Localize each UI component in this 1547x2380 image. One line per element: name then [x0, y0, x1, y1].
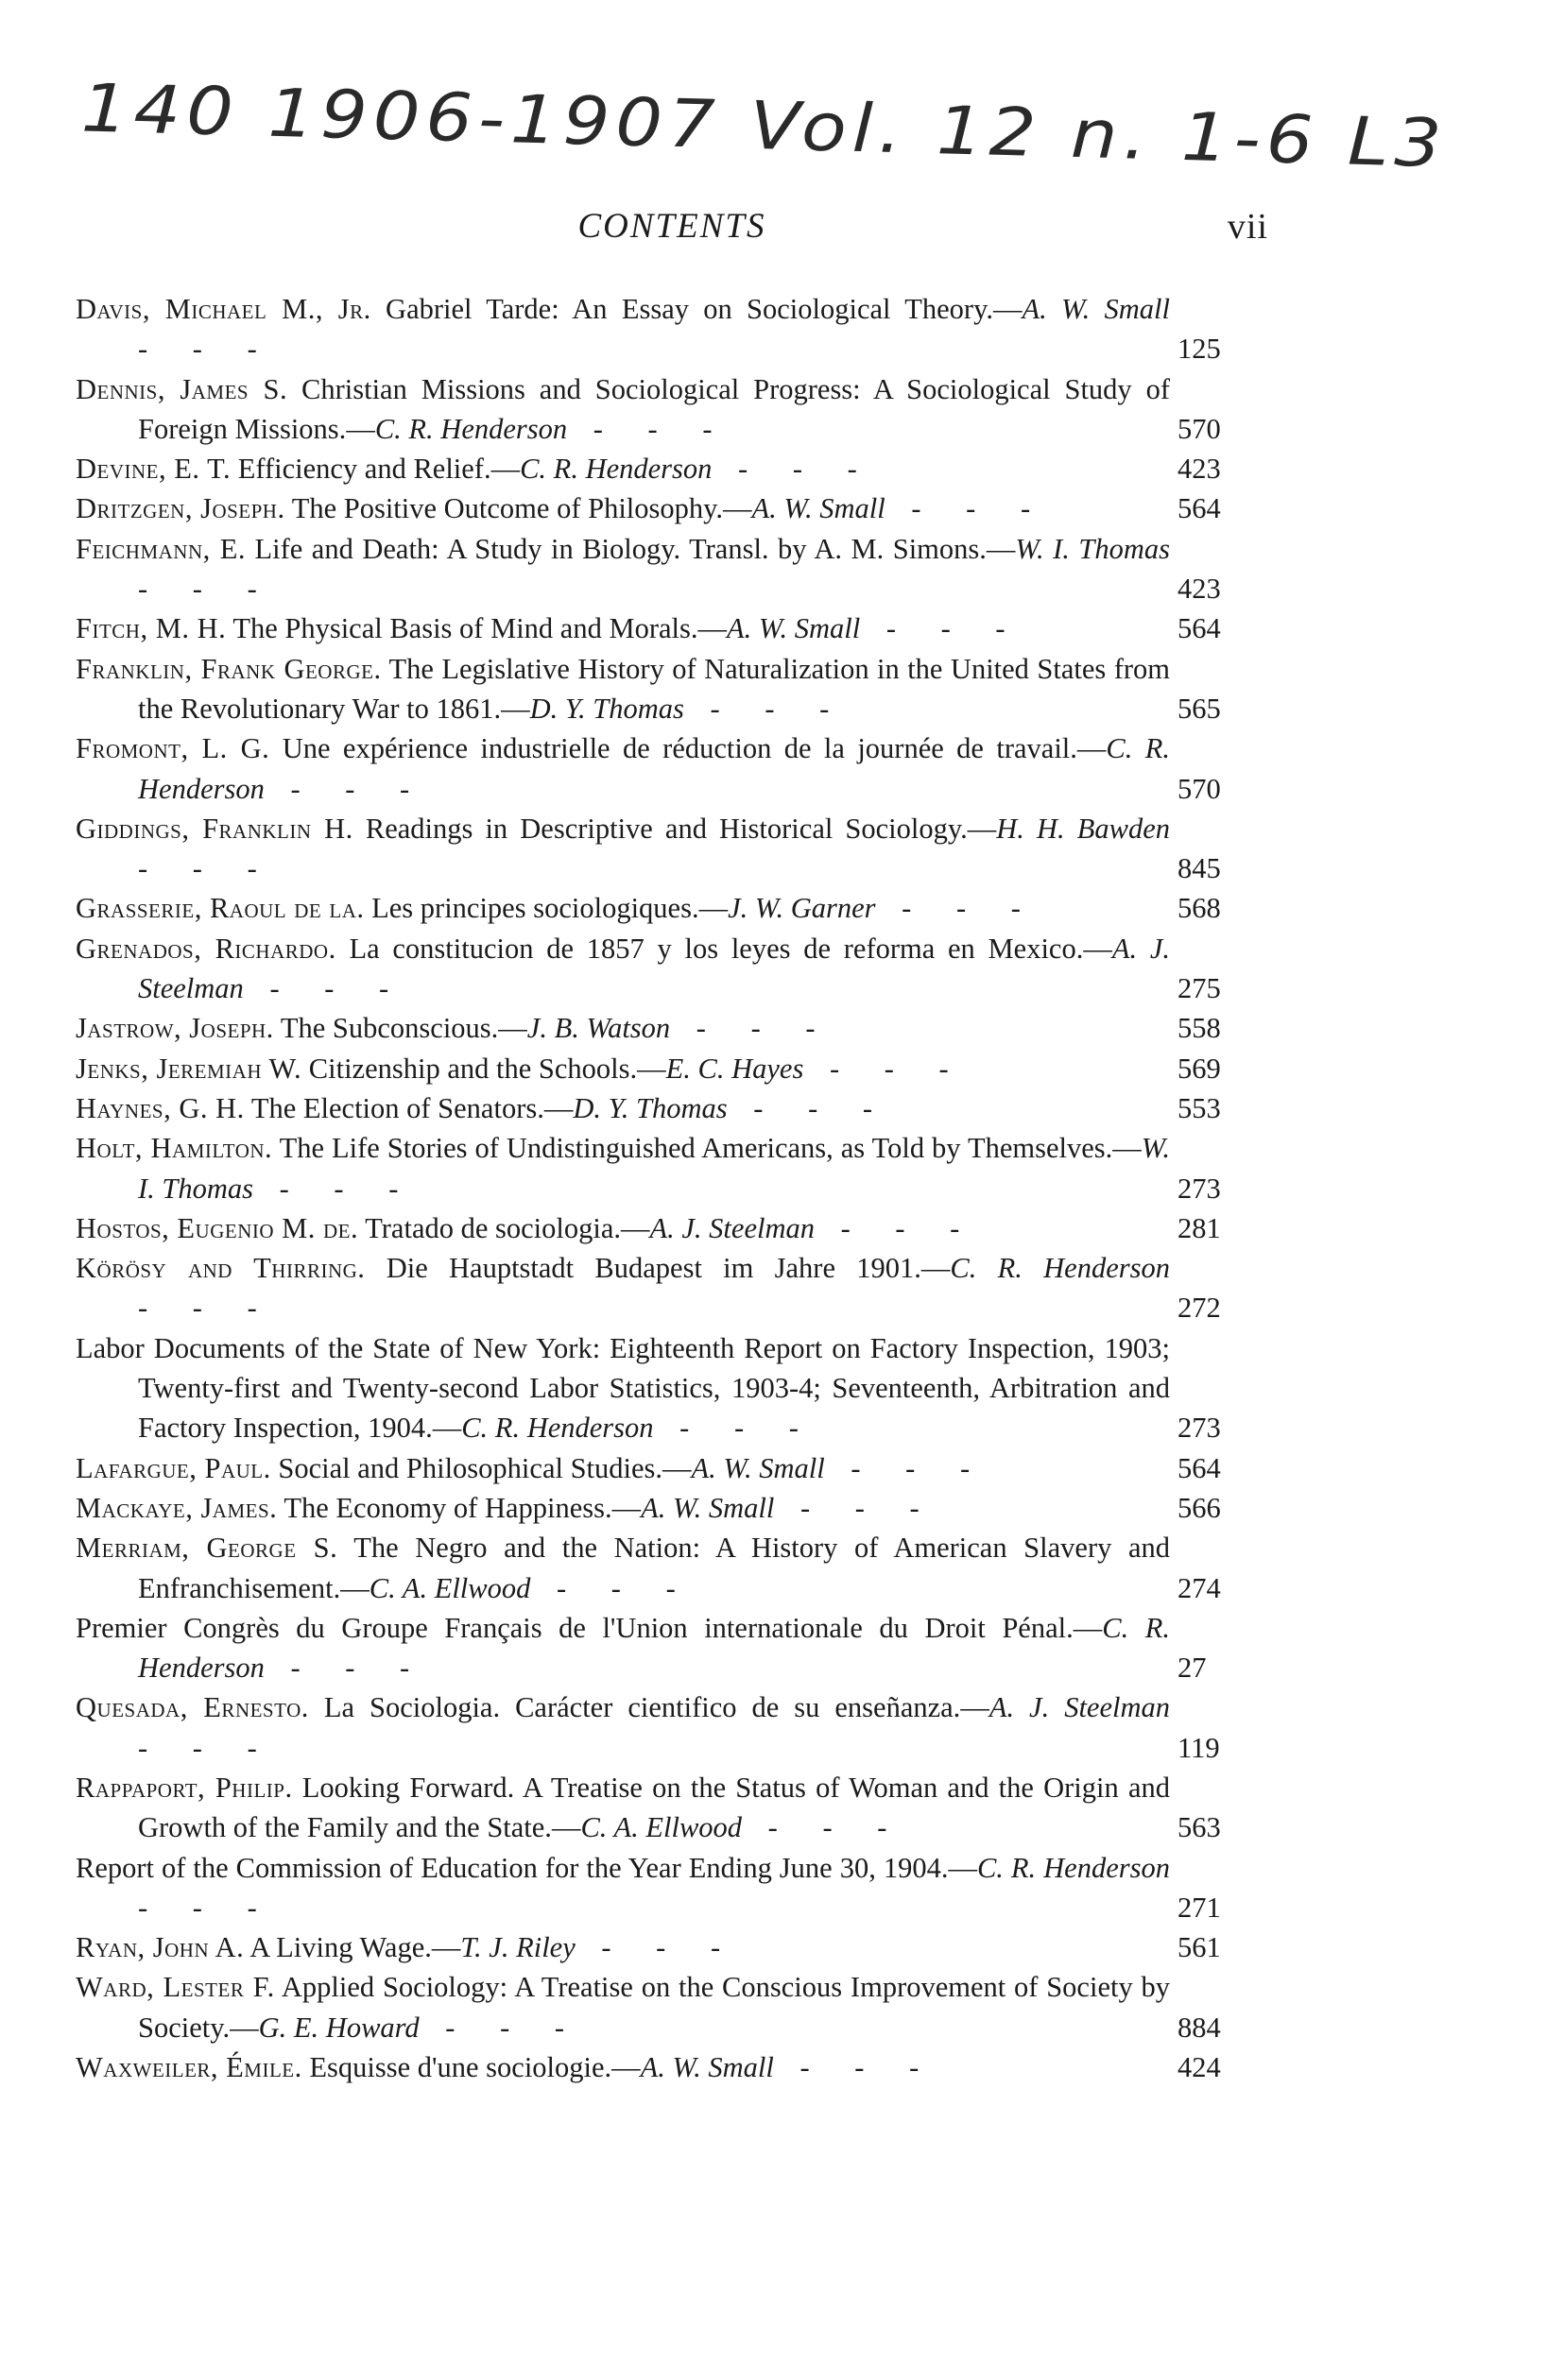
entry-author: Giddings, Franklin H.	[76, 812, 353, 845]
contents-entry: Jenks, Jeremiah W. Citizenship and the Schools.—E. C. Hayes - - - 569	[76, 1049, 1268, 1088]
dot-leader: - - -	[774, 1491, 938, 1524]
entry-author: Körösy and Thirring.	[76, 1252, 366, 1285]
entry-title: The Economy of Happiness.	[284, 1491, 612, 1524]
dot-leader: - - -	[885, 492, 1050, 525]
dot-leader: - - -	[670, 1012, 834, 1045]
entry-page-number: 570	[1177, 412, 1221, 445]
dot-leader: - - -	[803, 1052, 968, 1085]
contents-entry: Dritzgen, Joseph. The Positive Outcome of Philosophy.—A. W. Small - - - 564	[76, 488, 1268, 528]
dot-leader: - - -	[567, 412, 731, 445]
entry-reviewer: C. A. Ellwood	[580, 1811, 743, 1844]
entry-author: Dritzgen, Joseph.	[76, 492, 285, 525]
dot-leader: - - -	[773, 2051, 938, 2084]
entry-title: Les principes sociologiques.	[371, 892, 699, 925]
entry-page-number: 566	[1177, 1491, 1221, 1524]
entry-page-number: 274	[1177, 1571, 1221, 1604]
dot-leader: - - -	[264, 772, 429, 805]
dot-leader: - - -	[530, 1571, 695, 1604]
entry-author: Merriam, George S.	[76, 1532, 338, 1565]
entry-page-number: 27	[1177, 1652, 1207, 1685]
entry-title: A Living Wage.	[249, 1931, 432, 1964]
entry-reviewer: H. H. Bawden	[996, 812, 1170, 845]
entry-page-number: 569	[1177, 1052, 1221, 1085]
entry-reviewer: A. W. Small	[727, 612, 861, 645]
entry-reviewer: A. W. Small	[640, 2051, 774, 2084]
entry-title: Die Hauptstadt Budapest im Jahre 1901.	[386, 1252, 921, 1285]
dot-leader: - - -	[419, 2011, 584, 2044]
dot-leader: - - -	[138, 573, 276, 606]
entry-reviewer: C. R. Henderson	[138, 732, 1171, 805]
entry-author: Waxweiler, Émile.	[76, 2051, 302, 2084]
entry-author: Jenks, Jeremiah W.	[76, 1052, 302, 1085]
entry-reviewer: A. W. Small	[691, 1451, 825, 1484]
entry-page-number: 565	[1177, 692, 1221, 725]
running-header	[76, 200, 1268, 257]
contents-entry: Waxweiler, Émile. Esquisse d'une sociologie.—A. W. Small - - - 424	[76, 2047, 1268, 2087]
entry-reviewer: C. A. Ellwood	[369, 1571, 531, 1604]
entry-author: Fitch, M. H.	[76, 612, 227, 645]
contents-entry: Giddings, Franklin H. Readings in Descriptive and Historical Sociology.—H. H. Bawden - - - 845	[76, 809, 1268, 889]
entry-title: Gabriel Tarde: An Essay on Sociological Theory.	[386, 293, 993, 325]
page-number: vii	[1227, 207, 1268, 247]
entry-reviewer: J. W. Garner	[728, 892, 876, 925]
entry-author: Jastrow, Joseph.	[76, 1012, 274, 1045]
handwritten-annotation-text: 140 1906-1907 Vol. 12 n. 1-6 L3	[79, 70, 1449, 183]
entry-reviewer: G. E. Howard	[258, 2011, 420, 2044]
entry-title: The Life Stories of Undistinguished Americans, as Told by Themselves.	[279, 1132, 1113, 1165]
entry-title: Citizenship and the Schools.	[308, 1052, 638, 1085]
entry-title: Tratado de sociologia.	[365, 1211, 622, 1244]
entry-page-number: 561	[1177, 1931, 1221, 1964]
entry-page-number: 570	[1177, 772, 1221, 805]
contents-entry: Merriam, George S. The Negro and the Nation: A History of American Slavery and Enfranchisement.—C. A. Ellwood - - - 274	[76, 1528, 1268, 1608]
entry-title: The Positive Outcome of Philosophy.	[291, 492, 724, 525]
entry-page-number: 271	[1177, 1891, 1221, 1924]
entry-author: Haynes, G. H.	[76, 1091, 245, 1124]
entry-author: Mackaye, James.	[76, 1491, 278, 1524]
entry-page-number: 423	[1177, 573, 1221, 606]
entry-page-number: 273	[1177, 1172, 1221, 1205]
entry-reviewer: A. W. Small	[751, 492, 885, 525]
entry-author: Grasserie, Raoul de la.	[76, 892, 365, 925]
entry-title: Christian Missions and Sociological Progress: A Sociological Study of Foreign Missions.	[138, 372, 1170, 445]
entry-reviewer: A. J. Steelman	[649, 1211, 815, 1244]
entry-author: Lafargue, Paul.	[76, 1451, 271, 1484]
entry-title: Life and Death: A Study in Biology. Transl. by A. M. Simons.	[254, 532, 987, 565]
entry-page-number: 423	[1177, 453, 1221, 486]
contents-entry: Report of the Commission of Education for the Year Ending June 30, 1904.—C. R. Henderson - - - 271	[76, 1848, 1268, 1928]
dot-leader: - - -	[138, 1891, 276, 1924]
dot-leader: - - -	[814, 1211, 979, 1244]
dot-leader: - - -	[575, 1931, 740, 1964]
contents-entry: Lafargue, Paul. Social and Philosophical Studies.—A. W. Small - - - 564	[76, 1448, 1268, 1488]
dot-leader: - - -	[860, 612, 1024, 645]
contents-entry: Quesada, Ernesto. La Sociologia. Carácter cientifico de su enseñanza.—A. J. Steelman - - - 119	[76, 1687, 1268, 1768]
dot-leader: - - -	[264, 1652, 429, 1685]
entry-title: The Election of Senators.	[250, 1091, 544, 1124]
entry-title: The Physical Basis of Mind and Morals.	[232, 612, 698, 645]
entry-author: Feichmann, E.	[76, 532, 247, 565]
entry-author: Franklin, Frank George.	[76, 652, 382, 685]
entry-reviewer: A. J. Steelman	[138, 932, 1171, 1005]
entry-title: The Subconscious.	[280, 1012, 499, 1045]
contents-entry: Devine, E. T. Efficiency and Relief.—C. R. Henderson - - - 423	[76, 449, 1268, 488]
entry-reviewer: C. R. Henderson	[374, 412, 568, 445]
dot-leader: - - -	[138, 852, 276, 885]
entry-author: Davis, Michael M., Jr.	[76, 293, 371, 325]
entry-page-number: 845	[1177, 852, 1221, 885]
contents-entry: Grenados, Richardo. La constitucion de 1857 y los leyes de reforma en Mexico.—A. J. Steelman - - - 275	[76, 929, 1268, 1009]
dot-leader: - - -	[712, 453, 876, 486]
entry-page-number: 564	[1177, 1451, 1221, 1484]
entry-reviewer: W. I. Thomas	[138, 1132, 1170, 1205]
contents-entry: Fromont, L. G. Une expérience industrielle de réduction de la journée de travail.—C. R. Henderson - - - 570	[76, 728, 1268, 809]
entry-reviewer: E. C. Hayes	[665, 1052, 804, 1085]
entry-author: Dennis, James S.	[76, 372, 288, 405]
dot-leader: - - -	[243, 972, 408, 1005]
entry-reviewer: C. R. Henderson	[976, 1851, 1170, 1884]
contents-entry: Premier Congrès du Groupe Français de l'Union internationale du Droit Pénal.—C. R. Henderson - - - 27	[76, 1608, 1268, 1688]
contents-entry: Ward, Lester F. Applied Sociology: A Treatise on the Conscious Improvement of Society by Society.—G. E. Howard - - - 884	[76, 1967, 1268, 2047]
entry-author: Grenados, Richardo.	[76, 932, 336, 965]
entry-author: Ward, Lester F.	[76, 1971, 275, 2004]
entry-reviewer: D. Y. Thomas	[529, 692, 684, 725]
entry-title: La Sociologia. Carácter cientifico de su enseñanza.	[323, 1691, 961, 1724]
entry-reviewer: C. R. Henderson	[950, 1252, 1170, 1285]
entry-page-number: 558	[1177, 1012, 1221, 1045]
entry-author: Holt, Hamilton.	[76, 1132, 273, 1165]
entry-title: Social and Philosophical Studies.	[278, 1451, 663, 1484]
dot-leader: - - -	[727, 1091, 892, 1124]
contents-entry: Labor Documents of the State of New York: Eighteenth Report on Factory Inspection, 1903; Twenty-first and Twenty-second Labor Statistics, 1903-4; Seventeenth, Arbitration and Factory Inspection, 1904.—C. R. Henderson - - - 273	[76, 1328, 1268, 1448]
entry-author: Fromont, L. G.	[76, 732, 270, 765]
entry-page-number: 272	[1177, 1292, 1221, 1325]
entry-author: Ryan, John A.	[76, 1931, 245, 1964]
entry-reviewer: A. W. Small	[1022, 293, 1170, 325]
contents-entry: Rappaport, Philip. Looking Forward. A Treatise on the Status of Woman and the Origin and Growth of the Family and the State.—C. A. Ellwood - - - 563	[76, 1768, 1268, 1848]
contents-entry: Davis, Michael M., Jr. Gabriel Tarde: An Essay on Sociological Theory.—A. W. Small - - - 125	[76, 289, 1268, 369]
entry-title: La constitucion de 1857 y los leyes de reforma en Mexico.	[349, 932, 1084, 965]
dot-leader: - - -	[824, 1451, 989, 1484]
entry-author: Hostos, Eugenio M. de.	[76, 1211, 359, 1244]
dot-leader: - - -	[875, 892, 1040, 925]
entry-reviewer: T. J. Riley	[460, 1931, 576, 1964]
entry-title: Esquisse d'une sociologie.	[309, 2051, 612, 2084]
entry-reviewer: C. R. Henderson	[520, 453, 713, 486]
entry-reviewer: W. I. Thomas	[1015, 532, 1171, 565]
contents-list	[76, 289, 1268, 2087]
entry-reviewer: A. J. Steelman	[988, 1691, 1171, 1724]
entry-page-number: 424	[1177, 2051, 1221, 2084]
page-title: CONTENTS	[577, 207, 766, 246]
entry-page-number: 568	[1177, 892, 1221, 925]
contents-entry: Mackaye, James. The Economy of Happiness.—A. W. Small - - - 566	[76, 1488, 1268, 1528]
dot-leader: - - -	[138, 1731, 276, 1764]
entry-page-number: 119	[1177, 1731, 1220, 1764]
dot-leader: - - -	[653, 1412, 817, 1445]
entry-page-number: 564	[1177, 612, 1221, 645]
entry-page-number: 281	[1177, 1211, 1221, 1244]
contents-entry: Dennis, James S. Christian Missions and Sociological Progress: A Sociological Study of Foreign Missions.—C. R. Henderson - - - 570	[76, 369, 1268, 450]
entry-title: Looking Forward. A Treatise on the Status of Woman and the Origin and Growth of the Family and the State.	[138, 1771, 1170, 1844]
contents-entry: Körösy and Thirring. Die Hauptstadt Budapest im Jahre 1901.—C. R. Henderson - - - 272	[76, 1248, 1268, 1328]
contents-entry: Feichmann, E. Life and Death: A Study in Biology. Transl. by A. M. Simons.—W. I. Thomas - - - 423	[76, 529, 1268, 609]
entry-reviewer: A. W. Small	[641, 1491, 775, 1524]
dot-leader: - - -	[138, 1292, 276, 1325]
entry-page-number: 125	[1177, 333, 1221, 366]
contents-entry: Haynes, G. H. The Election of Senators.—D. Y. Thomas - - - 553	[76, 1088, 1268, 1128]
entry-title: The Negro and the Nation: A History of American Slavery and Enfranchisement.	[138, 1532, 1170, 1604]
entry-title: Premier Congrès du Groupe Français de l'Union internationale du Droit Pénal.	[76, 1611, 1074, 1644]
entry-author: Devine, E. T.	[76, 453, 232, 486]
entry-title: Une expérience industrielle de réduction de la journée de travail.	[282, 732, 1077, 765]
entry-page-number: 884	[1177, 2011, 1221, 2044]
contents-entry: Ryan, John A. A Living Wage.—T. J. Riley - - - 561	[76, 1927, 1268, 1967]
entry-title: Readings in Descriptive and Historical Sociology.	[365, 812, 968, 845]
dot-leader: - - -	[138, 333, 276, 366]
entry-page-number: 564	[1177, 492, 1221, 525]
entry-page-number: 275	[1177, 972, 1221, 1005]
contents-entry: Fitch, M. H. The Physical Basis of Mind and Morals.—A. W. Small - - - 564	[76, 608, 1268, 648]
entry-title: Report of the Commission of Education for the Year Ending June 30, 1904.	[76, 1851, 949, 1884]
entry-reviewer: C. R. Henderson	[461, 1412, 654, 1445]
contents-entry: Jastrow, Joseph. The Subconscious.—J. B. Watson - - - 558	[76, 1008, 1268, 1048]
entry-title: Applied Sociology: A Treatise on the Conscious Improvement of Society by Society.	[138, 1971, 1170, 2044]
entry-title: Efficiency and Relief.	[237, 453, 491, 486]
entry-author: Quesada, Ernesto.	[76, 1691, 309, 1724]
entry-page-number: 563	[1177, 1811, 1221, 1844]
dot-leader: - - -	[253, 1172, 418, 1205]
entry-page-number: 553	[1177, 1091, 1221, 1124]
entry-author: Rappaport, Philip.	[76, 1771, 293, 1804]
entry-title: Labor Documents of the State of New York: Eighteenth Report on Factory Inspection, 1903; Twenty-first and Twenty-second Labor Statistics, 1903-4; Seventeenth, Arbitration and Factory Inspection, 1904.	[76, 1331, 1170, 1445]
entry-reviewer: D. Y. Thomas	[573, 1091, 728, 1124]
handwritten-annotation	[81, 59, 1499, 181]
entry-page-number: 273	[1177, 1412, 1221, 1445]
dot-leader: - - -	[742, 1811, 906, 1844]
contents-entry: Holt, Hamilton. The Life Stories of Undistinguished Americans, as Told by Themselves.—W. I. Thomas - - - 273	[76, 1128, 1268, 1208]
entry-reviewer: C. R. Henderson	[138, 1611, 1170, 1685]
entry-reviewer: J. B. Watson	[526, 1012, 671, 1045]
dot-leader: - - -	[683, 692, 849, 725]
contents-entry: Grasserie, Raoul de la. Les principes sociologiques.—J. W. Garner - - - 568	[76, 888, 1268, 928]
contents-entry: Franklin, Frank George. The Legislative History of Naturalization in the United States from the Revolutionary War to 1861.—D. Y. Thomas - - - 565	[76, 649, 1268, 729]
contents-entry: Hostos, Eugenio M. de. Tratado de sociologia.—A. J. Steelman - - - 281	[76, 1208, 1268, 1248]
entry-title: The Legislative History of Naturalization in the United States from the Revolutionary War to 1861.	[138, 652, 1170, 725]
